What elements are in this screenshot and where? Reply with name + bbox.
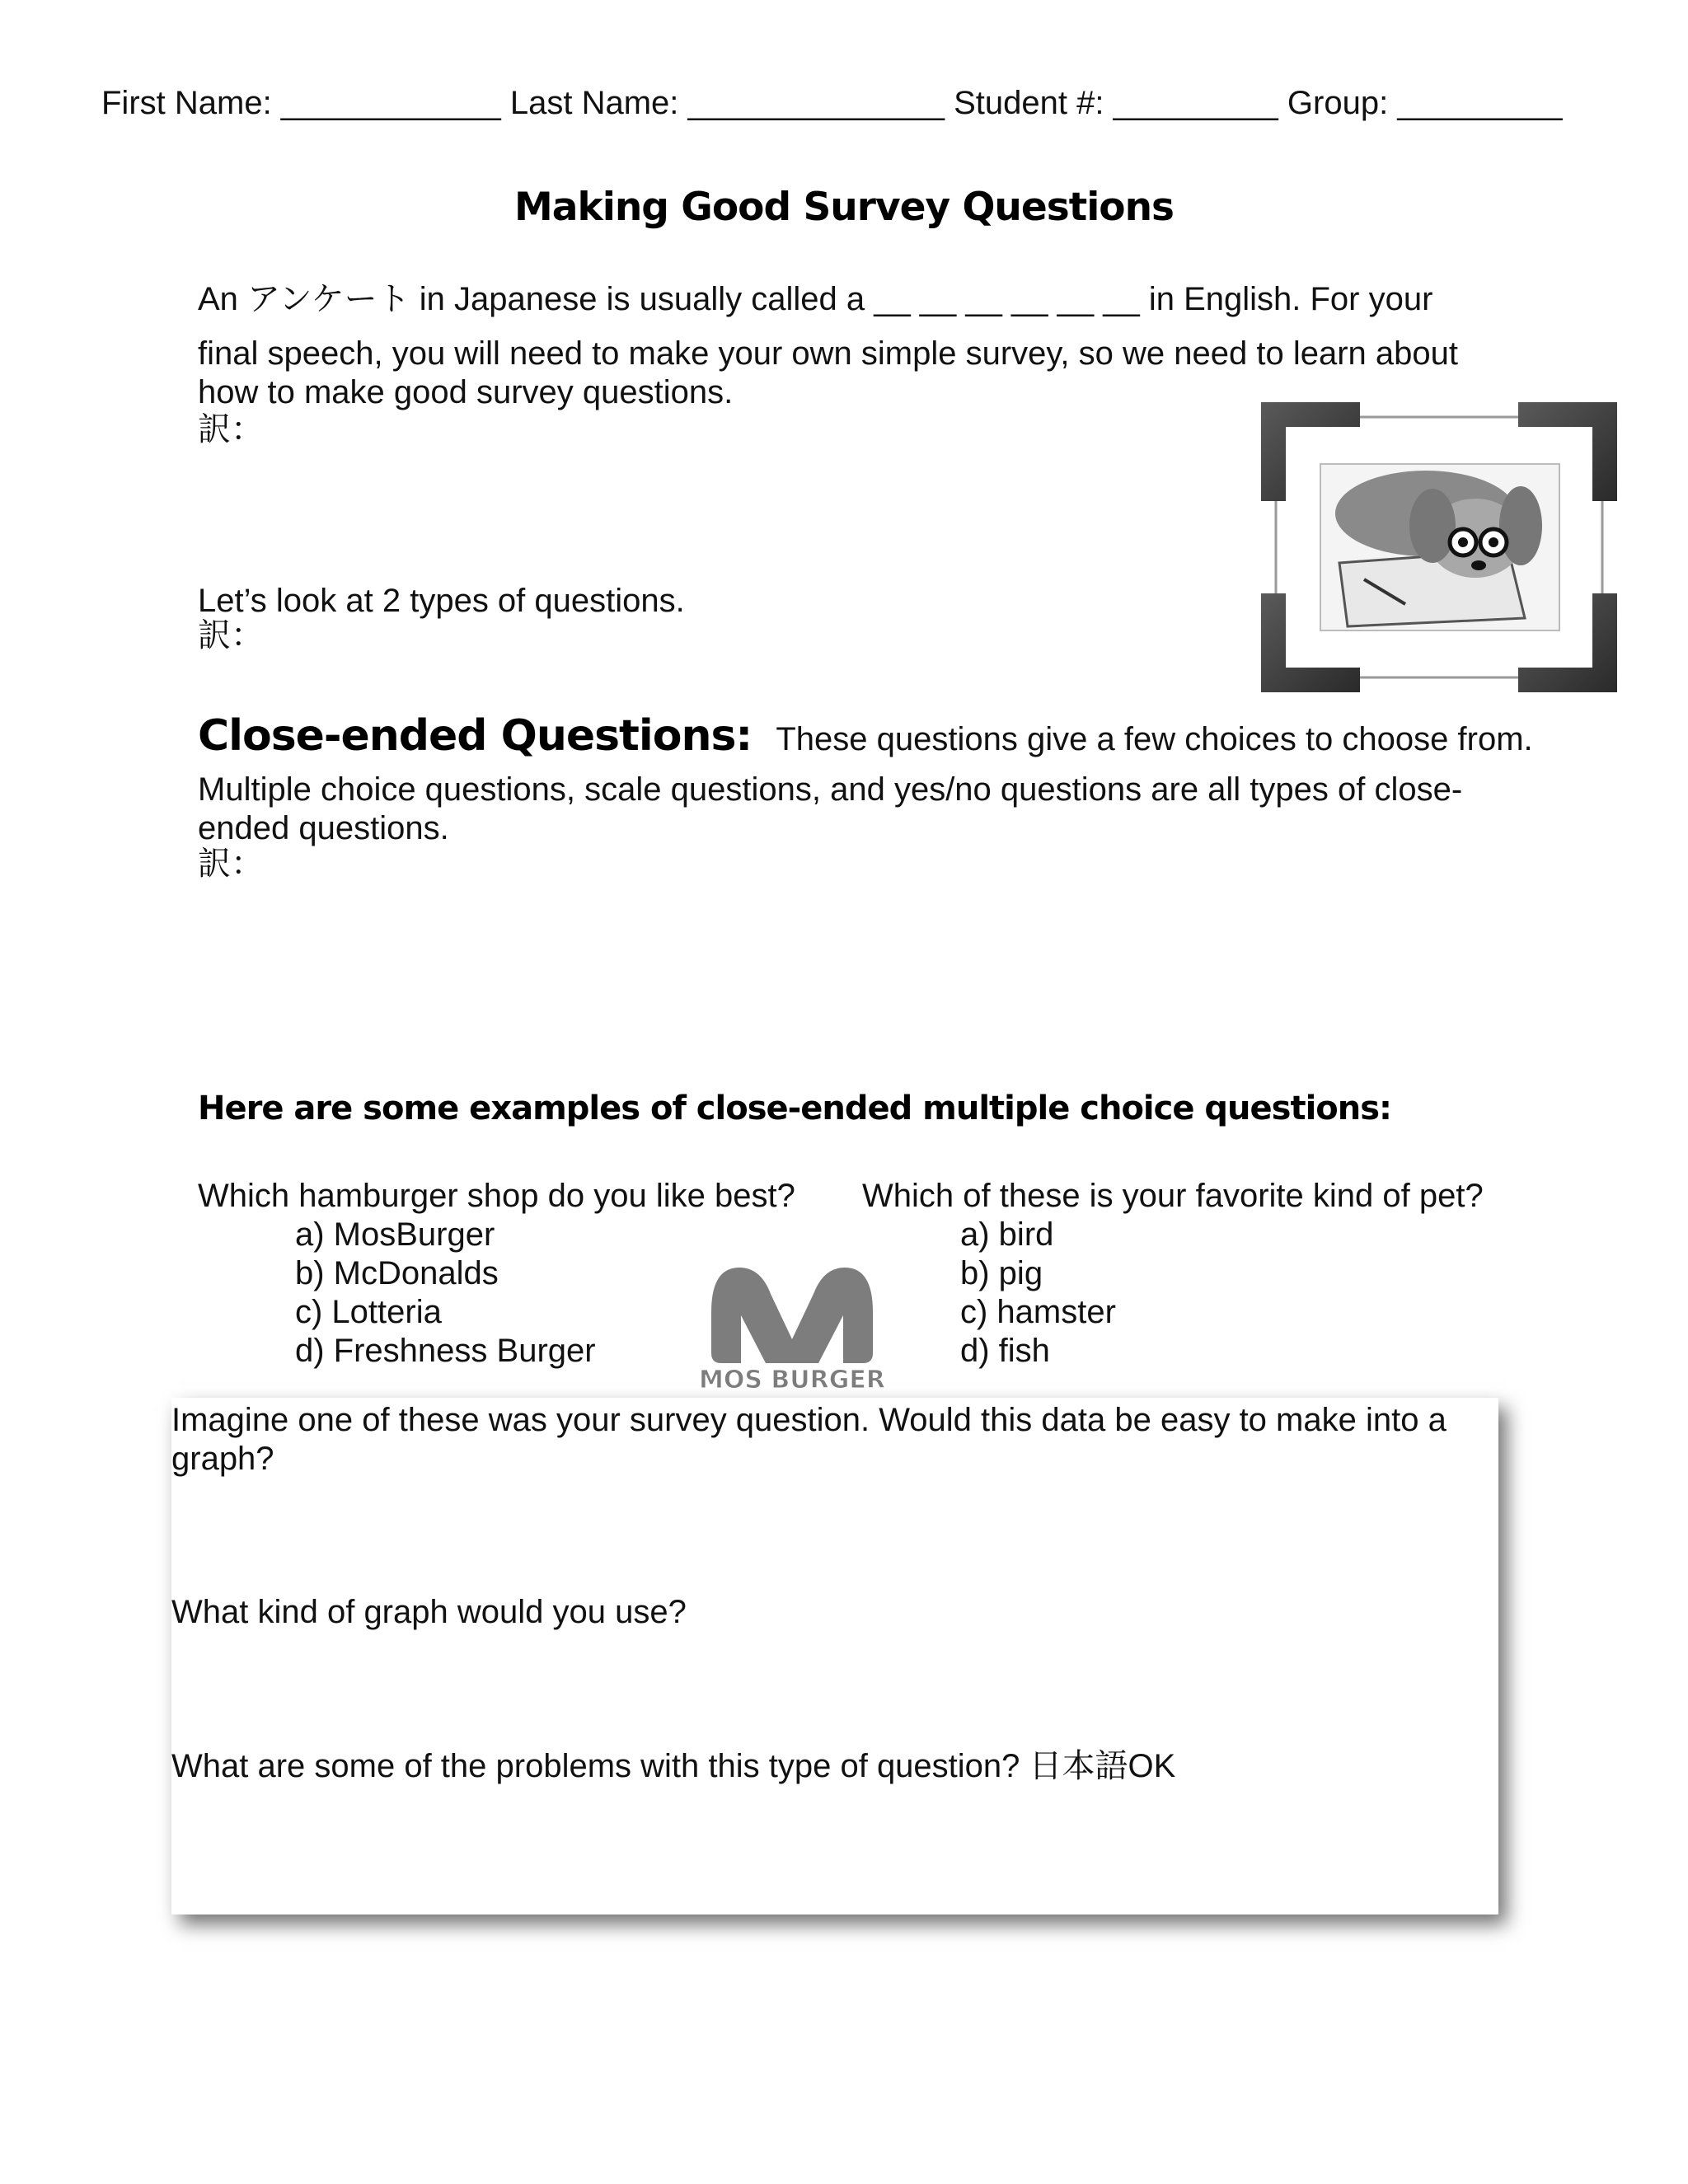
types-line: Let’s look at 2 types of questions. <box>198 583 685 619</box>
last-name-field[interactable]: Last Name: ______________ <box>509 85 945 121</box>
mos-burger-logo <box>688 1261 896 1393</box>
close-ended-line-2: Multiple choice questions, scale questions, and yes/no questions are all types of close- <box>198 771 1463 808</box>
page-title: Making Good Survey Questions <box>513 185 1175 230</box>
box-question-2: What kind of graph would you use? <box>171 1594 687 1630</box>
questions-box <box>171 1398 1498 1915</box>
mos-burger-logo-mark <box>688 1261 896 1393</box>
left-option: d) Freshness Burger <box>295 1333 596 1369</box>
framed-dog-image <box>1261 402 1617 692</box>
intro-translation-label: 訳： <box>198 411 264 448</box>
first-name-field[interactable]: First Name: ____________ <box>101 85 501 121</box>
box-question-1-line-1: Imagine one of these was your survey question. Would this data be easy to make into a <box>171 1402 1447 1438</box>
dog-photo <box>1261 402 1617 692</box>
right-option: b) pig <box>960 1255 1043 1291</box>
box-question-1-line-2: graph? <box>171 1441 274 1477</box>
intro-line-3: how to make good survey questions. <box>198 374 734 410</box>
left-option: a) MosBurger <box>295 1216 495 1253</box>
types-translation-label: 訳： <box>198 617 264 654</box>
name-fields-line <box>101 84 1563 123</box>
intro-line-2: final speech, you will need to make your own simple survey, so we need to learn about <box>198 335 1458 372</box>
left-option: c) Lotteria <box>295 1294 442 1330</box>
box-question-3: What are some of the problems with this type of question? 日本語OK <box>171 1748 1176 1784</box>
right-option: a) bird <box>960 1216 1054 1253</box>
examples-heading: Here are some examples of close-ended multiple choice questions: <box>198 1090 1392 1127</box>
right-question: Which of these is your favorite kind of pet? <box>862 1178 1484 1214</box>
close-ended-line-3: ended questions. <box>198 810 449 846</box>
close-ended-translation-label: 訳： <box>198 846 264 882</box>
close-ended-line-1: These questions give a few choices to choose from. <box>776 721 1533 757</box>
group-field[interactable]: Group: _________ <box>1287 85 1563 121</box>
intro-line-1: An アンケート in Japanese is usually called a __ __ __ __ __ __ in English. For your <box>198 281 1433 317</box>
left-option: b) McDonalds <box>295 1255 499 1291</box>
right-option: c) hamster <box>960 1294 1116 1330</box>
right-option: d) fish <box>960 1333 1050 1369</box>
left-question: Which hamburger shop do you like best? <box>198 1178 795 1214</box>
close-ended-heading-line <box>198 710 1533 765</box>
mos-burger-logo-text: MOS BURGER <box>699 1366 885 1393</box>
close-ended-heading: Close-ended Questions: <box>198 711 753 761</box>
student-number-field[interactable]: Student #: _________ <box>954 85 1278 121</box>
